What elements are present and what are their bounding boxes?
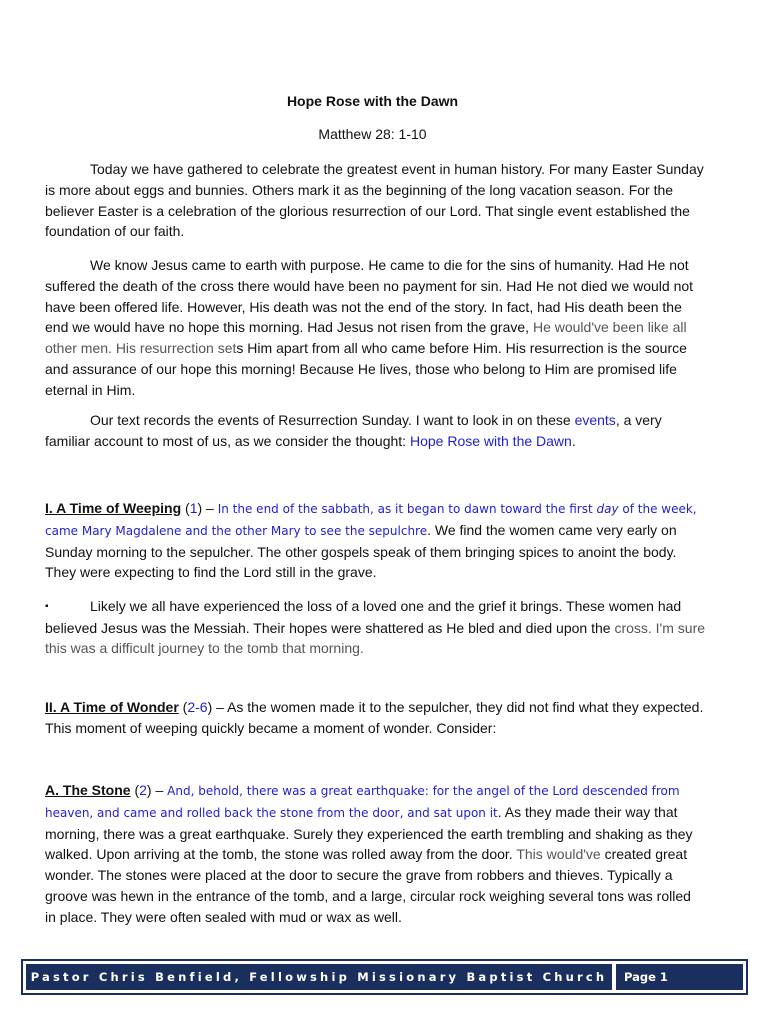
verse-link-1[interactable]: 1: [189, 500, 198, 516]
section-stone-text-a: . As they made their way that morning, there was a great earthquake. Surely they experienced the earth trembling and shaking as they walked. Upon arriving at the tomb, the stone was rolled away from the door.: [45, 803, 693, 863]
section-heading-wonder: II. A Time of Wonder: [45, 699, 179, 715]
intro-paragraph-1: [45, 159, 705, 242]
intro-text-1: Today we have gathered to celebrate the greatest event in human history. For many Easter Sunday is more about eggs and bunnies. Others mark it as the beginning of the long vacation season. For the believer Easter is a celebration of the glorious resurrection of our Lord. That single event established the foundation of our faith.: [45, 161, 704, 240]
bullet-icon: ▪: [45, 600, 49, 612]
intro-text-2a: We know Jesus came to earth with purpose. He came to die for the sins of humanity. Had He not suffered the death of the cross there would have been no payment for sin. Had He not died we would not have been offered life. However, His death was not the end of the story. In fact, had His death been the end we would have no hope this morning. Had Jesus not risen from the grave,: [45, 257, 694, 336]
events-link[interactable]: events: [574, 412, 616, 428]
section-weeping-text: . We find the women came very early on Sunday morning to the sepulcher. The other gospels speak of them bringing spices to anoint the body. They were expecting to find the Lord still in the grave.: [45, 521, 677, 581]
section-weeping: I. A Time of Weeping (1) – In the end of the sabbath, as it began to dawn toward the first day of the week, came Mary Magdalene and the other Mary to see the sepulchre. We find the women came very early on Sunday morning to the sepulcher. The other gospels speak of them bringing spices to anoint the body. They were expecting to find the Lord still in the grave.: [45, 500, 697, 581]
section-wonder: II. A Time of Wonder (2-6) – As the women made it to the sepulcher, they did not find what they expected. This moment of weeping quickly became a moment of wonder. Consider:: [45, 699, 704, 736]
verse-link-2[interactable]: 2-6: [187, 699, 208, 715]
page-footer: [21, 959, 748, 995]
intro-text-2-gray: He would've been like all other men. His resurrection set: [45, 319, 687, 357]
scripture-quote-1-em: day: [596, 502, 619, 516]
scripture-reference: Matthew 28: 1-10: [318, 126, 427, 142]
bullet-text-gray: cross. I'm sure this was a difficult journey to the tomb that morning.: [45, 619, 706, 657]
scripture-quote-2: And, behold, there was a great earthquake: for the angel of the Lord descended from heaven, and came and rolled back the stone from the door, and sat upon it: [45, 784, 680, 820]
scripture-quote-1b: of the week, came Mary Magdalene and the other Mary to see the sepulchre: [45, 502, 697, 538]
footer-author: Pastor Chris Benfield, Fellowship Missionary Baptist Church: [26, 964, 612, 990]
section-heading-weeping: I. A Time of Weeping: [45, 500, 182, 516]
theme-link[interactable]: Hope Rose with the Dawn: [409, 432, 572, 449]
intro-text-3a: Our text records the events of Resurrection Sunday. I want to look in on these: [90, 412, 575, 428]
verse-link-3[interactable]: 2: [139, 782, 147, 798]
intro-paragraph-2: [45, 255, 705, 401]
intro-paragraph-3: Our text records the events of Resurrection Sunday. I want to look in on these events, a very familiar account to most of us, as we consider the thought: Hope Rose with the Dawn.: [45, 412, 662, 449]
section-heading-stone: A. The Stone: [45, 782, 131, 798]
intro-text-2b: s Him apart from all who came before Him. His resurrection is the source and assurance of our hope this morning! Because He lives, those who belong to Him are promised life eternal in Him.: [45, 340, 687, 398]
section-wonder-text: As the women made it to the sepulcher, they did not find what they expected. This moment of weeping quickly became a moment of wonder. Consider:: [45, 699, 704, 736]
bullet-paragraph: [45, 596, 705, 659]
intro-text-3b: , a very familiar account to most of us, as we consider the thought:: [45, 412, 662, 449]
section-stone-text-b: created great wonder. The stones were placed at the door to secure the grave from robbers and thieves. Typically a groove was hewn in the entrance of the tomb, and a large, circular rock weighing several tons was rolled in place. They were often sealed with mud or wax as well.: [45, 846, 691, 925]
section-stone: A. The Stone (2) – And, behold, there was a great earthquake: for the angel of the Lord descended from heaven, and came and rolled back the stone from the door, and sat upon it. As they made their way that morning, there was a great earthquake. Surely they experienced the earth trembling and shaking as they walked. Upon arriving at the tomb, the stone was rolled away from the door. This would've created great wonder. The stones were placed at the door to secure the grave from robbers and thieves. Typically a groove was hewn in the entrance of the tomb, and a large, circular rock weighing several tons was rolled in place. They were often sealed with mud or wax as well.: [45, 782, 693, 925]
bullet-text: Likely we all have experienced the loss of a loved one and the grief it brings. These women had believed Jesus was the Messiah. Their hopes were shattered as He bled and died upon the: [45, 598, 682, 636]
sermon-title: Hope Rose with the Dawn: [286, 93, 459, 109]
scripture-quote-1a: In the end of the sabbath, as it began to dawn toward the first: [217, 502, 597, 516]
footer-page-number: Page 1: [616, 964, 743, 990]
section-stone-text-gray: This would've: [516, 846, 601, 863]
